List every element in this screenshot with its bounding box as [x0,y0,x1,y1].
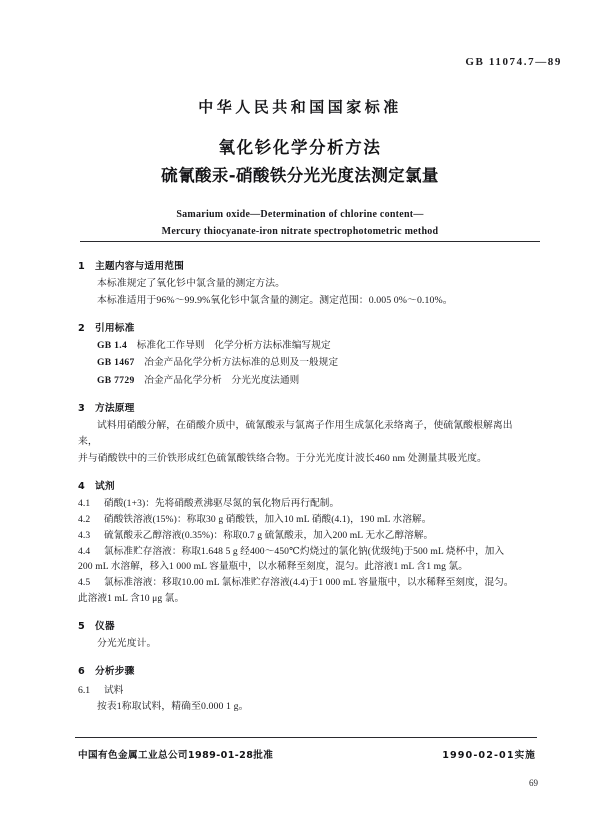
section-number-4: 4 [78,480,85,492]
subsection-title-6-1: 试料 [104,685,124,697]
subsection-number-6-1: 6.1 [78,685,91,697]
reagent-item [78,575,530,591]
english-title [0,206,600,240]
page-title-line1: 氧化钐化学分析方法 [218,138,382,157]
reagent-item [78,544,530,560]
reference-text: 标准化工作导则 化学分析方法标准编写规定 [136,339,331,351]
reagent-label: 4.4 [78,545,91,557]
section-3-paragraph-1: 试料用硝酸分解，在硝酸介质中，硫氰酸汞与氯离子作用生成氯化汞络离子，使硫氰酸根解离出来， [78,420,513,448]
subsection-6-1-paragraph-1: 按表1称取试料，精确至0.000 1 g。 [97,701,249,713]
implementation-date: 1990-02-01实施 [442,750,536,761]
page-title-line2: 硫氰酸汞-硝酸铁分光光度法测定氯量 [161,165,439,185]
national-standard-heading: 中华人民共和国国家标准 [198,98,402,116]
section-title-2: 引用标准 [95,322,135,334]
document-body [78,258,530,716]
reagent-label: 4.1 [78,497,91,509]
reagent-label: 4.3 [78,529,91,541]
section-heading-4 [78,478,530,492]
section-number-2: 2 [78,322,85,334]
section-number-6: 6 [78,666,85,678]
reference-item [78,373,530,390]
reagent-item [78,496,530,512]
reagent-text: 硝酸(1+3)：先将硝酸煮沸驱尽氮的氧化物后再行配制。 [104,497,340,509]
reagent-item-continuation: 此溶液1 mL 含10 μg 氯。 [78,593,185,605]
section-1-paragraph-1: 本标准规定了氧化钐中氯含量的测定方法。 [97,278,286,289]
reagent-text: 氯标准贮存溶液：称取1.648 5 g 经400～450℃灼烧过的氯化钠(优级纯)于500 mL 烧杯中，加入 [104,545,505,557]
reagent-label: 4.5 [78,577,91,589]
document-header [0,96,600,240]
section-heading-5 [78,618,530,632]
reference-code: GB 7729 [97,374,135,386]
reference-text: 冶金产品化学分析方法标准的总则及一般规定 [144,357,339,369]
reference-item [78,338,530,355]
subsection-heading-6-1 [78,683,530,698]
section-heading-2 [78,320,530,334]
reagent-text: 硝酸铁溶液(15%)：称取30 g 硝酸铁，加入10 mL 硝酸(4.1)，190 mL 水溶解。 [104,513,432,525]
reference-code: GB 1.4 [97,339,128,351]
section-5-paragraph-1: 分光光度计。 [97,638,157,650]
header-divider [80,241,540,242]
section-title-4: 试剂 [95,480,115,492]
section-3-paragraph-2: 并与硝酸铁中的三价铁形成红色硫氰酸铁络合物。于分光光度计波长460 nm 处测量其吸光度。 [78,452,487,464]
footer-divider [75,737,537,738]
section-title-5: 仪器 [95,621,115,633]
reference-text: 冶金产品化学分析 分光光度法通则 [144,374,300,386]
reagent-item-continuation: 200 mL 水溶解，移入1 000 mL 容量瓶中，以水稀释至刻度，混匀。此溶液1 mL 含1 mg 氯。 [78,561,468,573]
standard-number: GB 11074.7—89 [465,56,562,68]
page-number: 69 [529,778,538,788]
section-title-6: 分析步骤 [95,666,135,678]
section-number-1: 1 [78,261,85,272]
reagent-item [78,512,530,528]
document-footer [78,747,536,761]
english-title-line1: Samarium oxide—Determination of chlorine content— [176,208,424,220]
english-title-line2: Mercury thiocyanate-iron nitrate spectrophotometric method [161,225,439,237]
approval-statement: 中国有色金属工业总公司1989-01-28批准 [78,750,274,761]
reagent-text: 氯标准溶液：移取10.00 mL 氯标准贮存溶液(4.4)于1 000 mL 容量瓶中，以水稀释至刻度，混匀。 [104,577,514,589]
reagent-text: 硫氰酸汞乙醇溶液(0.35%)：称取0.7 g 硫氰酸汞，加入200 mL 无水乙醇溶解。 [104,529,434,541]
reagent-item [78,528,530,544]
section-title-1: 主题内容与适用范围 [95,261,184,272]
section-heading-6 [78,663,530,677]
reference-item [78,355,530,372]
reagent-label: 4.2 [78,513,91,525]
section-title-3: 方法原理 [95,403,135,415]
section-heading-3 [78,400,530,414]
section-number-5: 5 [78,621,85,633]
title-block [0,136,600,189]
reference-code: GB 1467 [97,357,135,369]
section-1-paragraph-2: 本标准适用于96%～99.9%氧化钐中氯含量的测定。测定范围：0.005 0%～0.10%。 [97,294,453,306]
section-heading-1 [78,258,530,272]
section-number-3: 3 [78,403,85,415]
